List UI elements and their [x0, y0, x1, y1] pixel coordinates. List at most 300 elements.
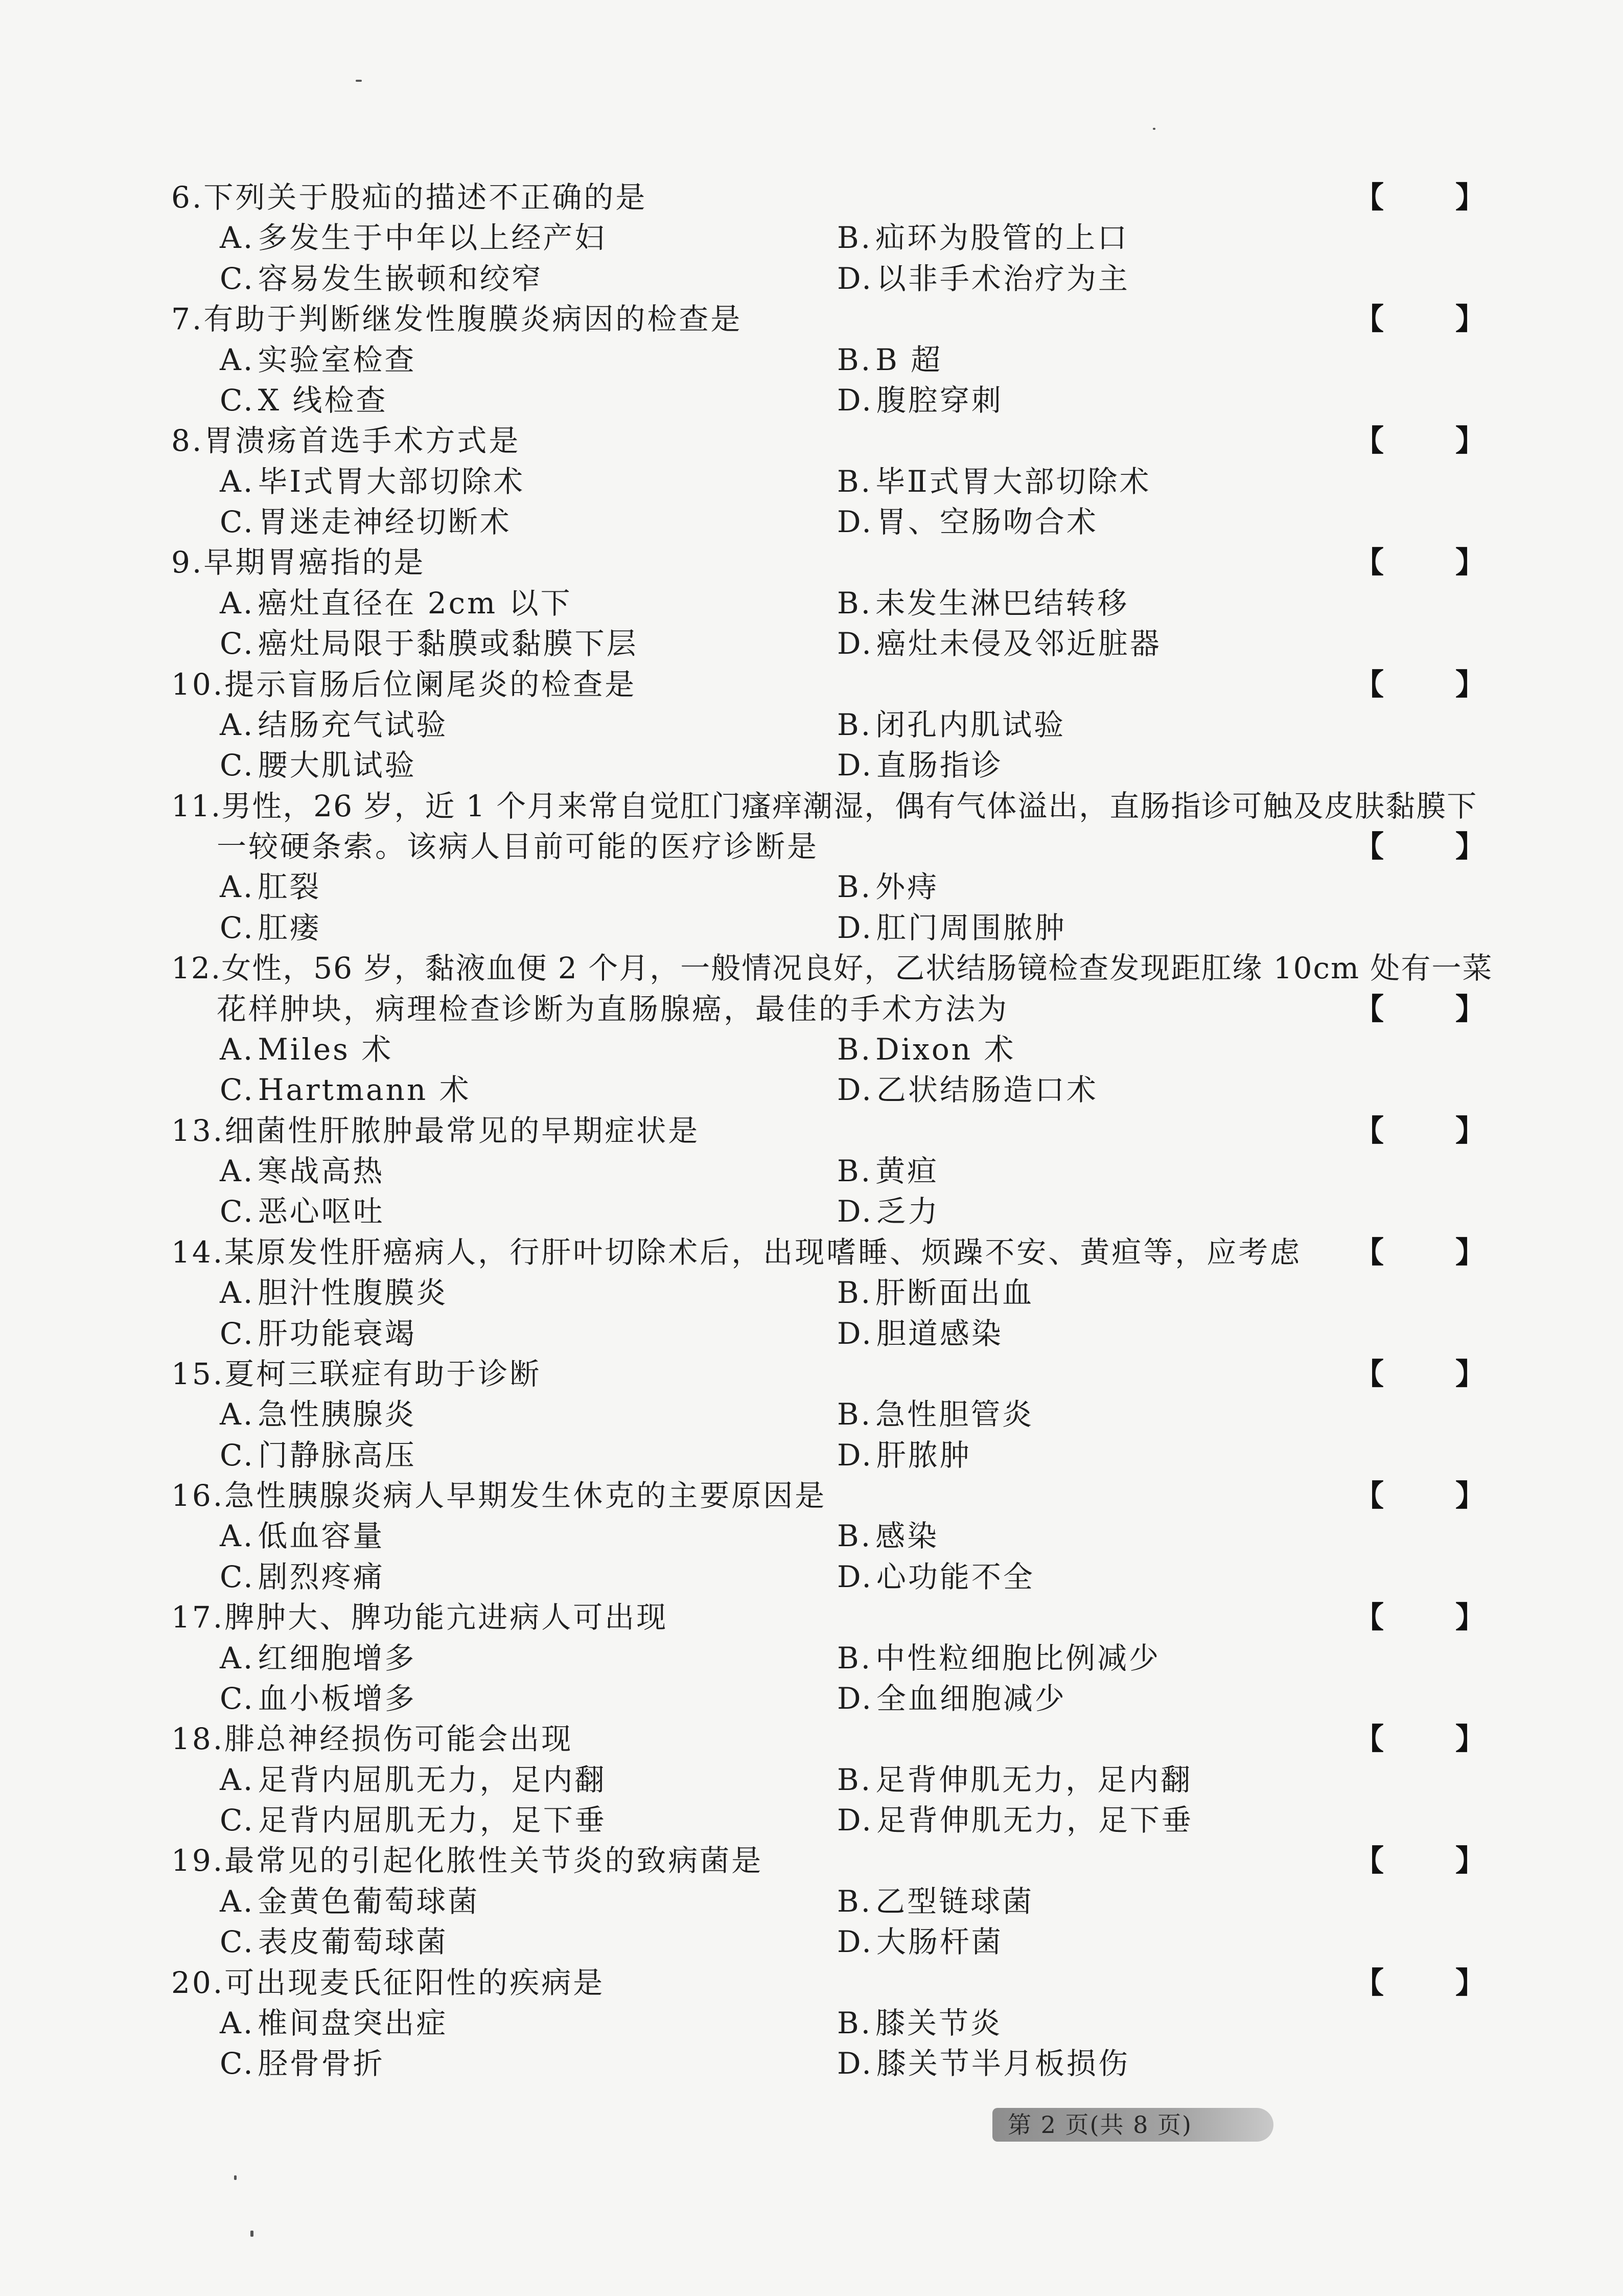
- scan-speck: [1153, 128, 1155, 130]
- option-d: [837, 502, 1098, 542]
- answer-bracket-close: 】: [1455, 1356, 1486, 1391]
- option-label: A.: [220, 585, 255, 621]
- option-label: C.: [220, 1437, 255, 1473]
- option-label: C.: [220, 261, 255, 296]
- answer-bracket-open: 【: [1354, 829, 1384, 864]
- option-b: [837, 1273, 1034, 1313]
- option-label: B.: [837, 1884, 873, 1919]
- option-d: [837, 1070, 1098, 1110]
- options-row: [0, 380, 1623, 421]
- options-row: [0, 624, 1623, 664]
- option-d: [837, 380, 1003, 421]
- option-b: [837, 340, 942, 380]
- option-label: D.: [837, 1681, 873, 1716]
- question-number: 16.: [171, 1478, 225, 1513]
- option-text: 直肠指诊: [876, 748, 1003, 783]
- option-d: [837, 624, 1162, 664]
- answer-bracket-close: 】: [1455, 302, 1486, 337]
- page-number-label: 第 2 页(共 8 页): [1008, 2111, 1192, 2139]
- option-d: [837, 745, 1003, 786]
- option-text: 癌灶直径在 2cm 以下: [258, 585, 572, 621]
- option-text: 胫骨骨折: [258, 2046, 385, 2081]
- option-b: [837, 705, 1065, 745]
- question-stem-line: [0, 786, 1623, 826]
- question-10: [0, 664, 1623, 786]
- answer-bracket-open: 【: [1354, 180, 1384, 215]
- option-label: C.: [220, 1316, 255, 1351]
- question-number: 17.: [171, 1600, 225, 1635]
- option-label: C.: [220, 748, 255, 783]
- question-12: [0, 948, 1623, 1111]
- option-c: [220, 745, 416, 786]
- option-text: 毕Ⅱ式胃大部切除术: [875, 464, 1151, 499]
- question-stem-line: [0, 948, 1623, 989]
- option-text: 乏力: [876, 1194, 940, 1229]
- question-11: [0, 786, 1623, 949]
- option-text: 寒战高热: [258, 1154, 385, 1188]
- answer-bracket-close: 】: [1455, 1600, 1486, 1635]
- option-text: 容易发生嵌顿和绞窄: [258, 261, 543, 296]
- question-stem: 脾肿大、脾功能亢进病人可出现: [224, 1600, 668, 1635]
- option-text: 椎间盘突出症: [258, 2005, 448, 2040]
- option-label: D.: [837, 1072, 873, 1108]
- option-text: 感染: [875, 1519, 939, 1554]
- question-20: [0, 1963, 1623, 2084]
- options-row: [0, 1314, 1623, 1354]
- question-stem: 可出现麦氏征阳性的疾病是: [224, 1965, 605, 2000]
- option-a: [220, 583, 572, 624]
- question-stem: 女性，56 岁，黏液血便 2 个月，一般情况良好，乙状结肠镜检查发现距肛缘 10cm 处有一菜: [221, 951, 1493, 986]
- option-label: C.: [220, 504, 255, 539]
- question-6: [0, 177, 1623, 299]
- question-stem: 花样肿块，病理检查诊断为直肠腺癌，最佳的手术方法为: [217, 991, 1009, 1026]
- answer-bracket-close: 】: [1455, 1721, 1486, 1757]
- option-label: A.: [220, 220, 255, 256]
- question-stem-line: [0, 1232, 1623, 1273]
- answer-bracket-open: 【: [1354, 1113, 1384, 1148]
- option-text: 金黄色葡萄球菌: [258, 1884, 480, 1919]
- option-a: [220, 1760, 606, 1800]
- option-label: B.: [837, 869, 873, 905]
- option-a: [220, 1029, 393, 1070]
- option-text: 闭孔内肌试验: [875, 707, 1066, 742]
- question-list: [0, 177, 1623, 2084]
- option-a: [220, 867, 321, 907]
- option-text: 膝关节半月板损伤: [876, 2046, 1130, 2081]
- question-number: 18.: [171, 1721, 225, 1757]
- option-text: 急性胆管炎: [875, 1397, 1034, 1432]
- question-14: [0, 1232, 1623, 1354]
- question-stem-line: [0, 1476, 1623, 1516]
- question-stem: 一较硬条索。该病人目前可能的医疗诊断是: [217, 829, 819, 864]
- option-label: B.: [837, 1397, 873, 1432]
- option-a: [220, 1394, 416, 1435]
- answer-bracket-open: 【: [1354, 1356, 1384, 1391]
- answer-bracket-open: 【: [1354, 991, 1384, 1026]
- question-number: 15.: [171, 1356, 225, 1391]
- question-stem-line: [0, 177, 1623, 218]
- option-label: D.: [837, 1559, 873, 1594]
- option-b: [837, 1760, 1192, 1800]
- answer-bracket-close: 】: [1455, 1234, 1486, 1270]
- question-number: 9.: [171, 545, 204, 580]
- option-c: [220, 502, 512, 542]
- option-label: B.: [837, 1275, 873, 1311]
- option-text: 膝关节炎: [875, 2005, 1003, 2040]
- answer-bracket-close: 】: [1455, 667, 1486, 702]
- option-b: [837, 218, 1129, 258]
- option-a: [220, 1638, 416, 1679]
- question-15: [0, 1354, 1623, 1476]
- question-number: 7.: [171, 302, 204, 337]
- question-stem-line: [0, 1841, 1623, 1881]
- option-text: 疝环为股管的上口: [875, 220, 1129, 256]
- option-a: [220, 1151, 384, 1191]
- option-text: 肛瘘: [258, 910, 321, 945]
- question-stem-line: [0, 299, 1623, 339]
- option-label: C.: [220, 1072, 255, 1108]
- option-text: 胃迷走神经切断术: [258, 504, 512, 539]
- options-row: [0, 218, 1623, 258]
- option-label: C.: [220, 1681, 255, 1716]
- scan-speck: [234, 2175, 237, 2180]
- option-text: Hartmann 术: [258, 1072, 471, 1108]
- scan-speck: [356, 80, 362, 82]
- option-d: [837, 908, 1066, 948]
- question-number: 12.: [171, 951, 222, 986]
- question-stem: 胃溃疡首选手术方式是: [203, 423, 521, 458]
- option-text: 血小板增多: [258, 1681, 416, 1716]
- answer-bracket-open: 【: [1354, 1234, 1384, 1270]
- option-a: [220, 462, 525, 502]
- option-text: 乙型链球菌: [875, 1884, 1034, 1919]
- question-stem-line: [0, 1963, 1623, 2003]
- option-text: 中性粒细胞比例减少: [875, 1640, 1161, 1675]
- option-label: A.: [220, 1397, 255, 1432]
- question-9: [0, 542, 1623, 664]
- question-number: 20.: [171, 1965, 225, 2000]
- option-label: C.: [220, 1924, 255, 1960]
- answer-bracket-open: 【: [1354, 1843, 1384, 1878]
- option-text: 恶心呕吐: [258, 1194, 385, 1229]
- option-label: D.: [837, 1437, 873, 1473]
- options-row: [0, 745, 1623, 786]
- option-d: [837, 2044, 1130, 2084]
- answer-bracket-close: 】: [1455, 423, 1486, 458]
- option-a: [220, 2003, 448, 2044]
- option-text: 腰大肌试验: [258, 748, 416, 783]
- question-stem: 有助于判断继发性腹膜炎病因的检查是: [203, 302, 743, 337]
- answer-bracket-open: 【: [1354, 545, 1384, 580]
- option-a: [220, 1881, 479, 1922]
- options-row: [0, 1638, 1623, 1679]
- option-text: 大肠杆菌: [876, 1924, 1003, 1960]
- options-row: [0, 705, 1623, 745]
- option-text: Miles 术: [258, 1031, 393, 1067]
- question-stem-line: [0, 1597, 1623, 1638]
- option-label: D.: [837, 2046, 873, 2081]
- options-row: [0, 1760, 1623, 1800]
- options-row: [0, 1273, 1623, 1313]
- option-label: D.: [837, 626, 873, 661]
- options-row: [0, 1394, 1623, 1435]
- option-text: 结肠充气试验: [258, 707, 448, 742]
- answer-bracket-close: 】: [1455, 991, 1486, 1026]
- question-number: 14.: [171, 1234, 225, 1270]
- option-c: [220, 908, 321, 948]
- option-label: C.: [220, 910, 255, 945]
- options-row: [0, 908, 1623, 948]
- option-label: C.: [220, 1803, 255, 1838]
- option-text: 癌灶局限于黏膜或黏膜下层: [258, 626, 638, 661]
- question-number: 6.: [171, 180, 204, 215]
- question-stem: 细菌性肝脓肿最常见的早期症状是: [224, 1113, 700, 1148]
- option-text: 胆道感染: [876, 1316, 1003, 1351]
- question-stem-line: [0, 664, 1623, 705]
- option-d: [837, 1922, 1003, 1962]
- option-a: [220, 218, 606, 258]
- option-text: 腹腔穿刺: [876, 382, 1003, 418]
- option-text: 心功能不全: [876, 1559, 1035, 1594]
- option-label: D.: [837, 1924, 873, 1960]
- option-text: 乙状结肠造口术: [876, 1072, 1098, 1108]
- question-number: 11.: [171, 788, 222, 823]
- option-text: 多发生于中年以上经产妇: [258, 220, 607, 256]
- option-label: A.: [220, 1031, 255, 1067]
- page-number-badge: [992, 2108, 1273, 2142]
- option-label: B.: [837, 1154, 873, 1188]
- question-stem-line: [0, 542, 1623, 583]
- option-label: B.: [837, 1640, 873, 1675]
- options-row: [0, 259, 1623, 299]
- answer-bracket-open: 【: [1354, 1721, 1384, 1757]
- options-row: [0, 340, 1623, 380]
- option-label: A.: [220, 2005, 255, 2040]
- question-stem-continuation: [0, 989, 1623, 1029]
- options-row: [0, 1070, 1623, 1110]
- option-text: 剧烈疼痛: [258, 1559, 385, 1594]
- option-text: B 超: [875, 342, 943, 377]
- options-row: [0, 1029, 1623, 1070]
- question-stem: 最常见的引起化脓性关节炎的致病菌是: [224, 1843, 763, 1878]
- options-row: [0, 2003, 1623, 2044]
- option-label: C.: [220, 2046, 255, 2081]
- option-d: [837, 1557, 1035, 1597]
- option-d: [837, 1314, 1003, 1354]
- option-label: B.: [837, 342, 873, 377]
- option-text: 肝脓肿: [876, 1437, 971, 1473]
- option-d: [837, 259, 1130, 299]
- option-text: 胃、空肠吻合术: [876, 504, 1098, 539]
- option-label: B.: [837, 220, 873, 256]
- option-label: D.: [837, 382, 873, 418]
- option-label: C.: [220, 1194, 255, 1229]
- option-label: A.: [220, 1884, 255, 1919]
- options-row: [0, 1800, 1623, 1841]
- option-text: 以非手术治疗为主: [876, 261, 1130, 296]
- option-text: 足背伸肌无力，足内翻: [875, 1762, 1193, 1797]
- option-a: [220, 340, 416, 380]
- option-b: [837, 1151, 939, 1191]
- answer-bracket-open: 【: [1354, 1965, 1384, 2000]
- option-c: [220, 259, 543, 299]
- option-label: A.: [220, 1762, 255, 1797]
- options-row: [0, 1191, 1623, 1232]
- option-text: 肛门周围脓肿: [876, 910, 1066, 945]
- options-row: [0, 502, 1623, 542]
- option-b: [837, 583, 1129, 624]
- option-c: [220, 1922, 448, 1962]
- option-c: [220, 1557, 385, 1597]
- options-row: [0, 1435, 1623, 1476]
- option-a: [220, 1273, 448, 1313]
- question-stem-continuation: [0, 826, 1623, 867]
- options-row: [0, 867, 1623, 907]
- options-row: [0, 2044, 1623, 2084]
- question-17: [0, 1597, 1623, 1719]
- option-label: A.: [220, 869, 255, 905]
- question-13: [0, 1111, 1623, 1232]
- option-c: [220, 1191, 385, 1232]
- option-label: A.: [220, 1640, 255, 1675]
- answer-bracket-open: 【: [1354, 667, 1384, 702]
- option-label: D.: [837, 1194, 873, 1229]
- option-label: A.: [220, 1154, 255, 1188]
- option-text: 红细胞增多: [258, 1640, 416, 1675]
- option-a: [220, 1516, 384, 1556]
- option-d: [837, 1191, 940, 1232]
- question-19: [0, 1841, 1623, 1962]
- question-number: 13.: [171, 1113, 225, 1148]
- options-row: [0, 1679, 1623, 1719]
- question-16: [0, 1476, 1623, 1597]
- scan-speck: [250, 2231, 253, 2237]
- option-label: D.: [837, 1803, 873, 1838]
- option-b: [837, 1516, 939, 1556]
- option-label: D.: [837, 504, 873, 539]
- option-label: A.: [220, 1275, 255, 1311]
- option-text: X 线检查: [258, 382, 388, 418]
- option-label: D.: [837, 1316, 873, 1351]
- question-stem: 早期胃癌指的是: [203, 545, 426, 580]
- option-text: 癌灶未侵及邻近脏器: [876, 626, 1162, 661]
- option-d: [837, 1679, 1066, 1719]
- options-row: [0, 1881, 1623, 1922]
- answer-bracket-open: 【: [1354, 302, 1384, 337]
- question-number: 8.: [171, 423, 204, 458]
- question-stem-line: [0, 421, 1623, 461]
- question-18: [0, 1719, 1623, 1841]
- option-text: 足背内屈肌无力，足内翻: [258, 1762, 607, 1797]
- question-stem: 腓总神经损伤可能会出现: [224, 1721, 573, 1757]
- option-text: 肛裂: [258, 869, 321, 905]
- option-text: 胆汁性腹膜炎: [258, 1275, 448, 1311]
- question-stem: 下列关于股疝的描述不正确的是: [203, 180, 647, 215]
- option-text: 未发生淋巴结转移: [875, 585, 1129, 621]
- option-label: D.: [837, 910, 873, 945]
- option-text: 黄疸: [875, 1154, 939, 1188]
- option-text: 足背内屈肌无力，足下垂: [258, 1803, 607, 1838]
- options-row: [0, 462, 1623, 502]
- option-text: 实验室检查: [258, 342, 416, 377]
- option-c: [220, 1800, 607, 1841]
- option-label: B.: [837, 707, 873, 742]
- option-text: 足背伸肌无力，足下垂: [876, 1803, 1193, 1838]
- question-stem: 男性，26 岁，近 1 个月来常自觉肛门瘙痒潮湿，偶有气体溢出，直肠指诊可触及皮肤黏膜下: [221, 788, 1478, 823]
- option-c: [220, 380, 387, 421]
- option-b: [837, 2003, 1002, 2044]
- option-text: Dixon 术: [875, 1031, 1016, 1067]
- question-stem: 夏柯三联症有助于诊断: [224, 1356, 542, 1391]
- options-row: [0, 1557, 1623, 1597]
- answer-bracket-open: 【: [1354, 1478, 1384, 1513]
- answer-bracket-close: 】: [1455, 180, 1486, 215]
- option-label: C.: [220, 1559, 255, 1594]
- question-stem-line: [0, 1354, 1623, 1394]
- question-7: [0, 299, 1623, 421]
- option-d: [837, 1800, 1193, 1841]
- option-label: A.: [220, 342, 255, 377]
- option-b: [837, 867, 939, 907]
- option-c: [220, 1679, 416, 1719]
- option-label: C.: [220, 382, 255, 418]
- options-row: [0, 1922, 1623, 1962]
- option-b: [837, 1881, 1034, 1922]
- option-label: A.: [220, 707, 255, 742]
- options-row: [0, 1151, 1623, 1191]
- answer-bracket-open: 【: [1354, 1600, 1384, 1635]
- option-c: [220, 1435, 416, 1476]
- question-stem-line: [0, 1719, 1623, 1759]
- option-text: 毕Ⅰ式胃大部切除术: [258, 464, 525, 499]
- option-b: [837, 1638, 1161, 1679]
- option-label: B.: [837, 1519, 873, 1554]
- option-text: 低血容量: [258, 1519, 385, 1554]
- question-8: [0, 421, 1623, 542]
- answer-bracket-close: 】: [1455, 1843, 1486, 1878]
- question-number: 10.: [171, 667, 225, 702]
- option-label: B.: [837, 464, 873, 499]
- question-stem: 提示盲肠后位阑尾炎的检查是: [224, 667, 637, 702]
- option-label: A.: [220, 464, 255, 499]
- option-text: 外痔: [875, 869, 939, 905]
- option-b: [837, 1029, 1016, 1070]
- options-row: [0, 583, 1623, 624]
- option-text: 肝断面出血: [875, 1275, 1034, 1311]
- option-label: B.: [837, 1031, 873, 1067]
- option-label: C.: [220, 626, 255, 661]
- options-row: [0, 1516, 1623, 1556]
- option-b: [837, 462, 1151, 502]
- answer-bracket-close: 】: [1455, 829, 1486, 864]
- option-label: B.: [837, 585, 873, 621]
- option-c: [220, 2044, 385, 2084]
- option-label: A.: [220, 1519, 255, 1554]
- question-number: 19.: [171, 1843, 225, 1878]
- option-label: B.: [837, 2005, 873, 2040]
- answer-bracket-close: 】: [1455, 1478, 1486, 1513]
- option-label: B.: [837, 1762, 873, 1797]
- option-text: 急性胰腺炎: [258, 1397, 416, 1432]
- answer-bracket-close: 】: [1455, 545, 1486, 580]
- answer-bracket-open: 【: [1354, 423, 1384, 458]
- option-b: [837, 1394, 1034, 1435]
- option-c: [220, 1314, 416, 1354]
- option-label: D.: [837, 748, 873, 783]
- option-c: [220, 624, 638, 664]
- question-stem: 急性胰腺炎病人早期发生休克的主要原因是: [224, 1478, 827, 1513]
- option-text: 全血细胞减少: [876, 1681, 1066, 1716]
